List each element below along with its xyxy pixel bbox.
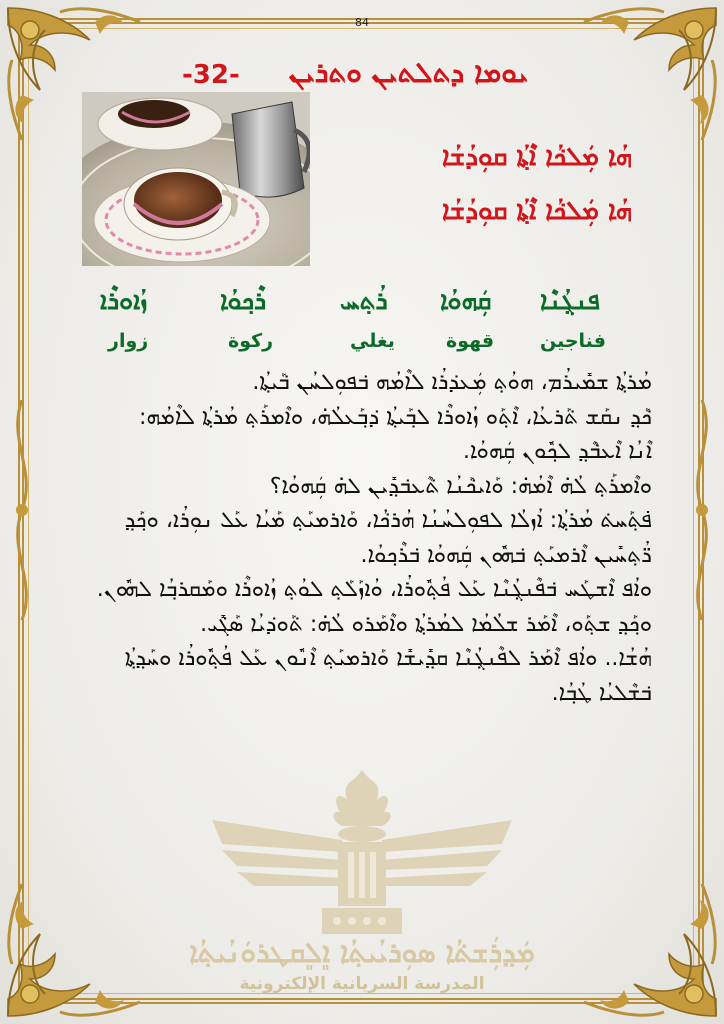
corner-ornament-icon [0,874,150,1024]
page-number: 84 [355,16,369,29]
body-line: ܒ݁ܫܶܠܝܳܐ ܛܳܒ݂ܳܐ. [551,680,652,706]
vocab-syriac-word: ܪܳܬ݂ܚ [340,286,388,315]
school-name-arabic: المدرسة السريانية الإلكترونية [239,974,485,994]
body-line: ܘܟ݂ܰܕ݂ ܫܬ݂ܰܘ، ܐܶܡܰܪ ܫܠܳܡܳܐ ܠܡܳܪܬ݂ܳܐ ܘܐܶܡܰܪܘ ܠܳܗ̇: ܬ݁ܰܘܕ݁ܝܳܐ ܣܰܓ݁ܺܝ. [200,611,652,637]
body-line: ܘܐܶܡܪܰܬ݂ ܠܳܗ̇ ܐܶܡܳܗ̇: ܘܰܐܝܟ݁ܰܢܳܐ ܬ݁ܶܥܒ݁ܕ݂ܺܝܢ ܠܗ̇ ܩܲܗܘܳܐ؟ [269,473,652,499]
corner-ornament-icon [574,874,724,1024]
vocab-syriac-word: ܩܲܗܘܳܐ [440,286,492,315]
greeting-line-1: ܗܳܐ ܡܲܠܟ݁ܳܐ ܐܶܬ݂ܳܐ ܩܘܼܕܳܫܳܐ [441,142,632,172]
vocab-syriac-row [100,286,640,326]
vocab-arabic-word: قهوة [446,330,495,352]
side-ornament-icon [682,400,722,620]
body-line: ܟ݁ܰܕ݂ ܢܩܰܫ ܬ݁ܰܪܥܳܐ، ܐܶܬ݂ܰܘ ܙܳܐܘܪܶܐ ܠܒ݂ܰܝܬ݂ܳܐ ܕ݁ܒ݂ܰܥܠܳܗ̇، ܘܐܶܡܪܰܬ݂ ܡܳܪܬ݂ܳܐ ܠܐܶܡܳܗ: [138,404,652,430]
vocab-arabic-word: ركوة [228,330,274,352]
body-line: ܦ݁ܬ݂ܰܚܬ݁ ܡܳܪܬ݂ܳܐ: ܐܳܙܠܳܐ ܠܦܘܼܠܚܳܢܳܐ ܗܳܪܟ݁ܳܐ، ܘܰܐܪܡܝܰܬ݂ ܡܰܝܳܐ ܥܰܠ ܢܘܼܪܳܐ، ܘܟ݂ܰܕ݂ [124,508,652,533]
school-name-syriac: ܡܲܕ݂ܪܲܫܬ݁ܳܐ ܣܘܼܪܝܳܝܬ݂ܳܐ ܐܸܠܸܩܛܪܘܿܢܳܝܬ݂ܳܐ [189,936,535,969]
lesson-number: -32- [182,60,240,90]
greeting-line-2: ܗܳܐ ܡܲܠܟ݁ܳܐ ܐܶܬ݂ܳܐ ܩܘܼܕܳܫܳܐ [441,196,632,226]
lesson-body [72,366,652,711]
body-line: ܗܳܫܳܐ.. ܘܐܳܦ ܐܶܡܰܪ ܠܦܶܢܓ݂ܳܢܶܐ ܩܕ݂ܺܝܫܺܐ ܘܰܐܪܡܝܰܬ݂ ܐܶܢܽܘܢ ܥܰܠ ܦܳܬ݂ܽܘܪܳܐ ܘܚܰܕ݂ܬ݂ܳܐ [124,646,652,671]
school-logo-icon [192,760,532,960]
vocab-arabic-word: يغلي [350,330,395,352]
vocab-syriac-word: ܦܢܓ݂ܳܢܶܐ [540,286,600,315]
vocab-syriac-word: ܙܳܐܘܪܶܐ [100,286,148,315]
body-line: ܪ̈ܳܬ݂ܚܺܝܢ ܐܶܪܡܝܰܬ݂ ܒ݁ܗܽܘܢ ܩܲܗܘܳܐ ܒ݁ܪܶܟ݂ܘܳܐ. [360,542,652,568]
vocab-arabic-row [100,330,640,360]
vocab-arabic-word: فناجين [540,330,606,352]
body-line: ܘܐܳܦ ܐܶܫܛܰܚ ܒ݁ܦܶܢܓ݂ܳܢܶܐ ܥܰܠ ܦܳܬ݂ܽܘܪܳܐ، ܘܳܐܙܰܠܰܬ݂ ܠܘܳܬ݂ ܙܳܐܘܪܶܐ ܘܡܰܩܪܒ݂ܳܐ ܠܗܽܘܢ. [96,577,652,602]
side-ornament-icon [2,400,42,620]
vocab-arabic-word: زوار [108,330,149,352]
body-line: ܐܶܢܳܐ ܐܶܥܒ݁ܶܕ݂ ܠܟ݂ܽܘܢ ܩܲܗܘܳܐ. [462,439,652,464]
lesson-title: ܝܘܡܐ ܕܬܠܬܝܢ ܘܬܪܝܢ [288,56,528,89]
body-line: ܡܳܪܬ݂ܳܐ ܫܡܺܝܪܳܡ، ܗܘܳܬ݂ ܡܲܥܕ݁ܪܳܐ ܠܐܶܡܳܗ ܒ݁ܦܘܼܠܚܳܢ ܒ݁ܰܝܬ݂ܳܐ. [252,370,652,395]
vocab-syriac-word: ܪܶܟ݂ܘܳܐ [220,286,267,315]
coffee-cups-photo [82,92,310,266]
